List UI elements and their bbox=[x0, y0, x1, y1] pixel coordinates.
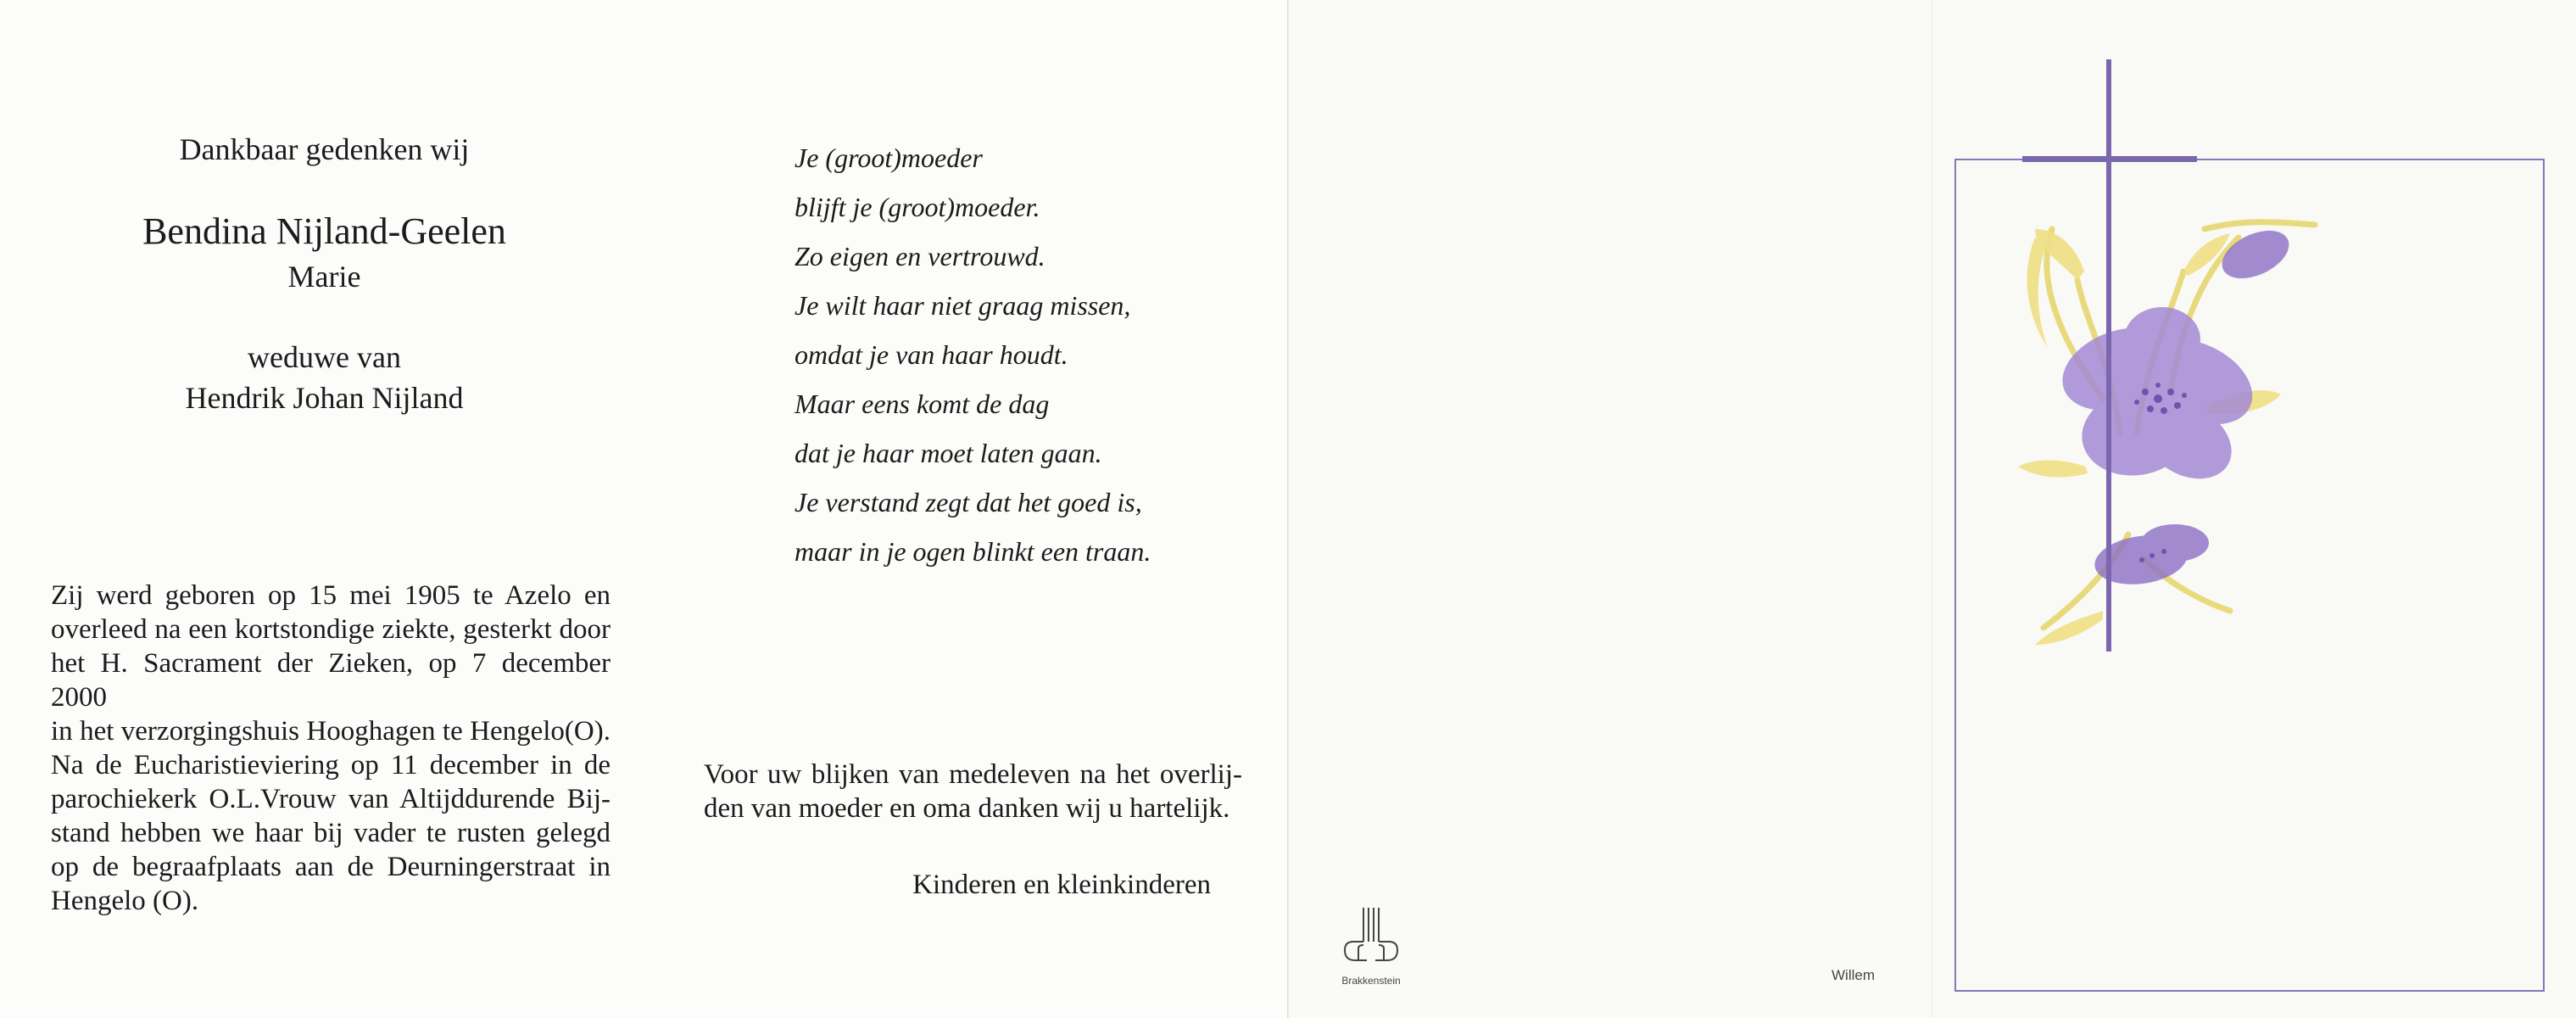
biography-line: het H. Sacrament der Zieken, op 7 december 2000 bbox=[51, 648, 611, 713]
publisher-name: Brakkenstein bbox=[1341, 975, 1401, 987]
poem-line: Je wilt haar niet graag missen, bbox=[795, 290, 1131, 321]
brakkenstein-logo-icon bbox=[1341, 904, 1401, 969]
thanks-text bbox=[704, 758, 1242, 825]
poem-line: blijft je (groot)moeder. bbox=[795, 192, 1040, 222]
widow-of-label: weduwe van bbox=[248, 340, 401, 374]
poem-line: Je (groot)moeder bbox=[795, 143, 983, 173]
biography bbox=[51, 579, 611, 918]
poem-line: omdat je van haar houdt. bbox=[795, 339, 1068, 370]
thanks-line: den van moeder en oma danken wij u hartelijk. bbox=[704, 793, 1230, 824]
deceased-name: Bendina Nijland-Geelen bbox=[142, 210, 506, 252]
intro-text: Dankbaar gedenken wij bbox=[179, 132, 470, 166]
poem-line: Zo eigen en vertrouwd. bbox=[795, 241, 1045, 271]
biography-line: overleed na een kortstondige ziekte, gesterkt door bbox=[51, 614, 611, 645]
flower-icon bbox=[2018, 221, 2315, 645]
biography-line: Hengelo (O). bbox=[51, 886, 199, 916]
poem-line: dat je haar moet laten gaan. bbox=[795, 438, 1102, 468]
back-page bbox=[1289, 0, 1933, 1018]
spouse-name: Hendrik Johan Nijland bbox=[185, 381, 464, 415]
card-fold bbox=[1287, 0, 1289, 1018]
biography-line: op de begraafplaats aan de Deurningerstraat in bbox=[51, 852, 611, 882]
biography-line: in het verzorgingshuis Hooghagen te Hengelo(O). bbox=[51, 716, 611, 747]
biography-line: parochiekerk O.L.Vrouw van Altijddurende Bij- bbox=[51, 784, 611, 814]
artist-signature: Willem bbox=[1832, 967, 1875, 983]
biography-line: Na de Eucharistieviering op 11 december in de bbox=[51, 750, 611, 780]
biography-line: Zij werd geboren op 15 mei 1905 te Azelo en bbox=[51, 580, 611, 611]
poem-line: Maar eens komt de dag bbox=[795, 389, 1050, 419]
cover-illustration bbox=[1984, 59, 2323, 662]
thanks-line: Voor uw blijken van medeleven na het overlij- bbox=[704, 759, 1242, 790]
signature: Kinderen en kleinkinderen bbox=[912, 870, 1211, 900]
poem bbox=[795, 133, 1151, 576]
publisher-logo bbox=[1333, 904, 1409, 987]
poem-line: Je verstand zegt dat het goed is, bbox=[795, 487, 1142, 517]
nickname: Marie bbox=[287, 260, 361, 294]
biography-line: stand hebben we haar bij vader te rusten gelegd bbox=[51, 818, 611, 848]
poem-line: maar in je ogen blinkt een traan. bbox=[795, 536, 1151, 567]
